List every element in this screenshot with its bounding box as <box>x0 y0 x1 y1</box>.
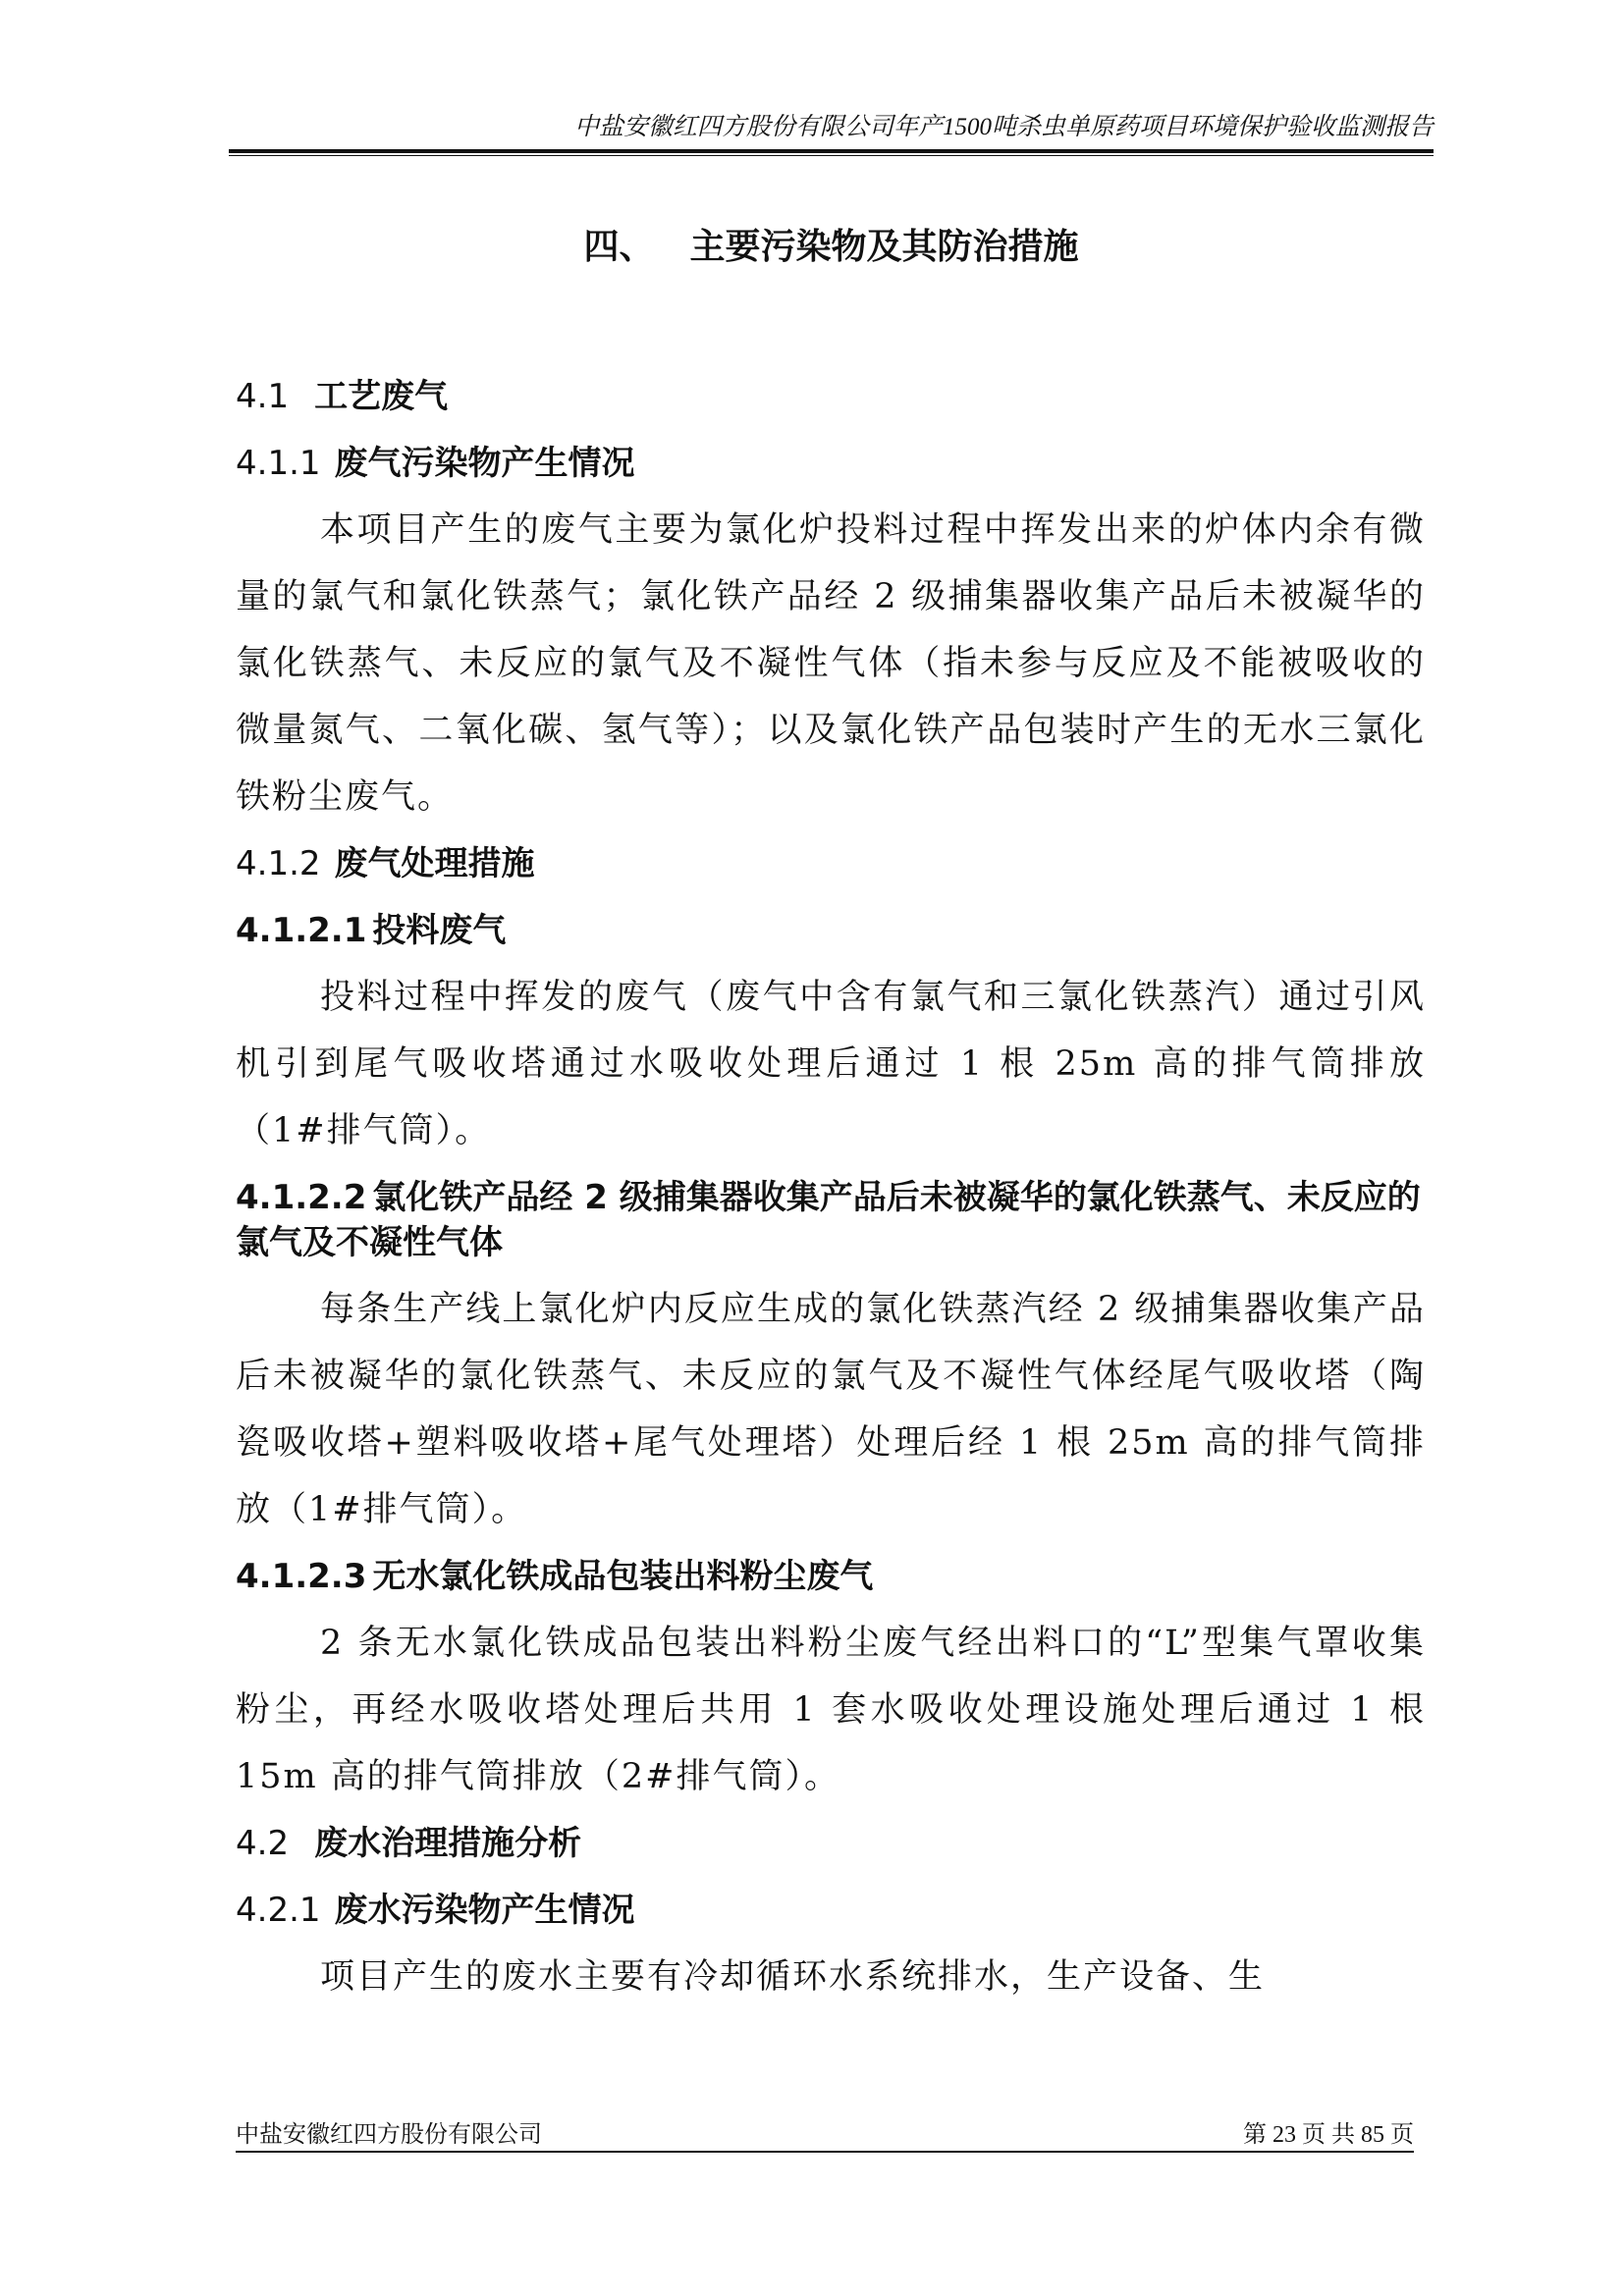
heading-4-1-2-1 <box>236 897 1426 964</box>
paragraph-4-1-2-1: 投料过程中挥发的废气（废气中含有氯气和三氯化铁蒸汽）通过引风机引到尾气吸收塔通过水吸收处理后通过 1 根 25m 高的排气筒排放（1#排气筒）。 <box>236 978 1426 1150</box>
paragraph-4-1-2-3: 2 条无水氯化铁成品包装出料粉尘废气经出料口的“L”型集气罩收集粉尘，再经水吸收塔处理后共用 1 套水吸收处理设施处理后通过 1 根 15m 高的排气筒排放（2#排气筒）。 <box>236 1624 1426 1796</box>
heading-number: 4.1 <box>236 377 290 416</box>
heading-text: 废气污染物产生情况 <box>334 444 635 483</box>
chapter-title <box>229 224 1434 271</box>
heading-text: 废水污染物产生情况 <box>334 1891 635 1930</box>
heading-text: 投料废气 <box>372 911 507 950</box>
header-rule <box>229 149 1434 156</box>
page-footer <box>236 2119 1414 2153</box>
heading-number: 4.1.2.1 <box>236 911 367 950</box>
heading-number: 4.1.2.3 <box>236 1557 367 1596</box>
heading-number: 4.1.2.2 <box>236 1178 367 1217</box>
heading-4-1-2-2 <box>236 1164 1426 1276</box>
heading-number: 4.1.1 <box>236 444 321 483</box>
heading-text: 废水治理措施分析 <box>314 1824 582 1863</box>
heading-text: 氯化铁产品经 2 级捕集器收集产品后未被凝华的氯化铁蒸气、未反应的氯气及不凝性气体 <box>236 1178 1421 1262</box>
heading-text: 废气处理措施 <box>334 844 535 883</box>
heading-text: 工艺废气 <box>314 377 449 416</box>
heading-text: 无水氯化铁成品包装出料粉尘废气 <box>372 1557 874 1596</box>
paragraph-4-2-1: 项目产生的废水主要有冷却循环水系统排水，生产设备、生 <box>320 1957 1266 1997</box>
heading-4-1-1 <box>236 430 1426 497</box>
heading-4-1-2-3 <box>236 1543 1426 1610</box>
heading-4-2-1 <box>236 1877 1426 1944</box>
heading-number: 4.2.1 <box>236 1891 321 1930</box>
heading-4-1 <box>236 363 1426 430</box>
chapter-number: 四、 <box>583 227 655 267</box>
heading-4-1-2 <box>236 830 1426 897</box>
chapter-title-text: 主要污染物及其防治措施 <box>689 227 1079 267</box>
heading-number: 4.2 <box>236 1824 290 1863</box>
paragraph-4-1-2-2: 每条生产线上氯化炉内反应生成的氯化铁蒸汽经 2 级捕集器收集产品后未被凝华的氯化铁蒸气、未反应的氯气及不凝性气体经尾气吸收塔（陶瓷吸收塔+塑料吸收塔+尾气处理塔）处理后经 1 根 25m 高的排气筒排放（1#排气筒）。 <box>236 1290 1426 1529</box>
body-content <box>236 363 1426 2010</box>
running-header: 中盐安徽红四方股份有限公司年产1500吨杀虫单原药项目环境保护验收监测报告 <box>573 114 1434 140</box>
page-number: 第 23 页 共 85 页 <box>1243 2122 1414 2148</box>
heading-4-2 <box>236 1810 1426 1877</box>
paragraph-4-1-1: 本项目产生的废气主要为氯化炉投料过程中挥发出来的炉体内余有微量的氯气和氯化铁蒸气；氯化铁产品经 2 级捕集器收集产品后未被凝华的氯化铁蒸气、未反应的氯气及不凝性气体（指未参与反应及不能被吸收的微量氮气、二氧化碳、氢气等）；以及氯化铁产品包装时产生的无水三氯化铁粉尘废气。 <box>236 510 1426 817</box>
heading-number: 4.1.2 <box>236 844 321 883</box>
footer-company: 中盐安徽红四方股份有限公司 <box>236 2122 542 2148</box>
